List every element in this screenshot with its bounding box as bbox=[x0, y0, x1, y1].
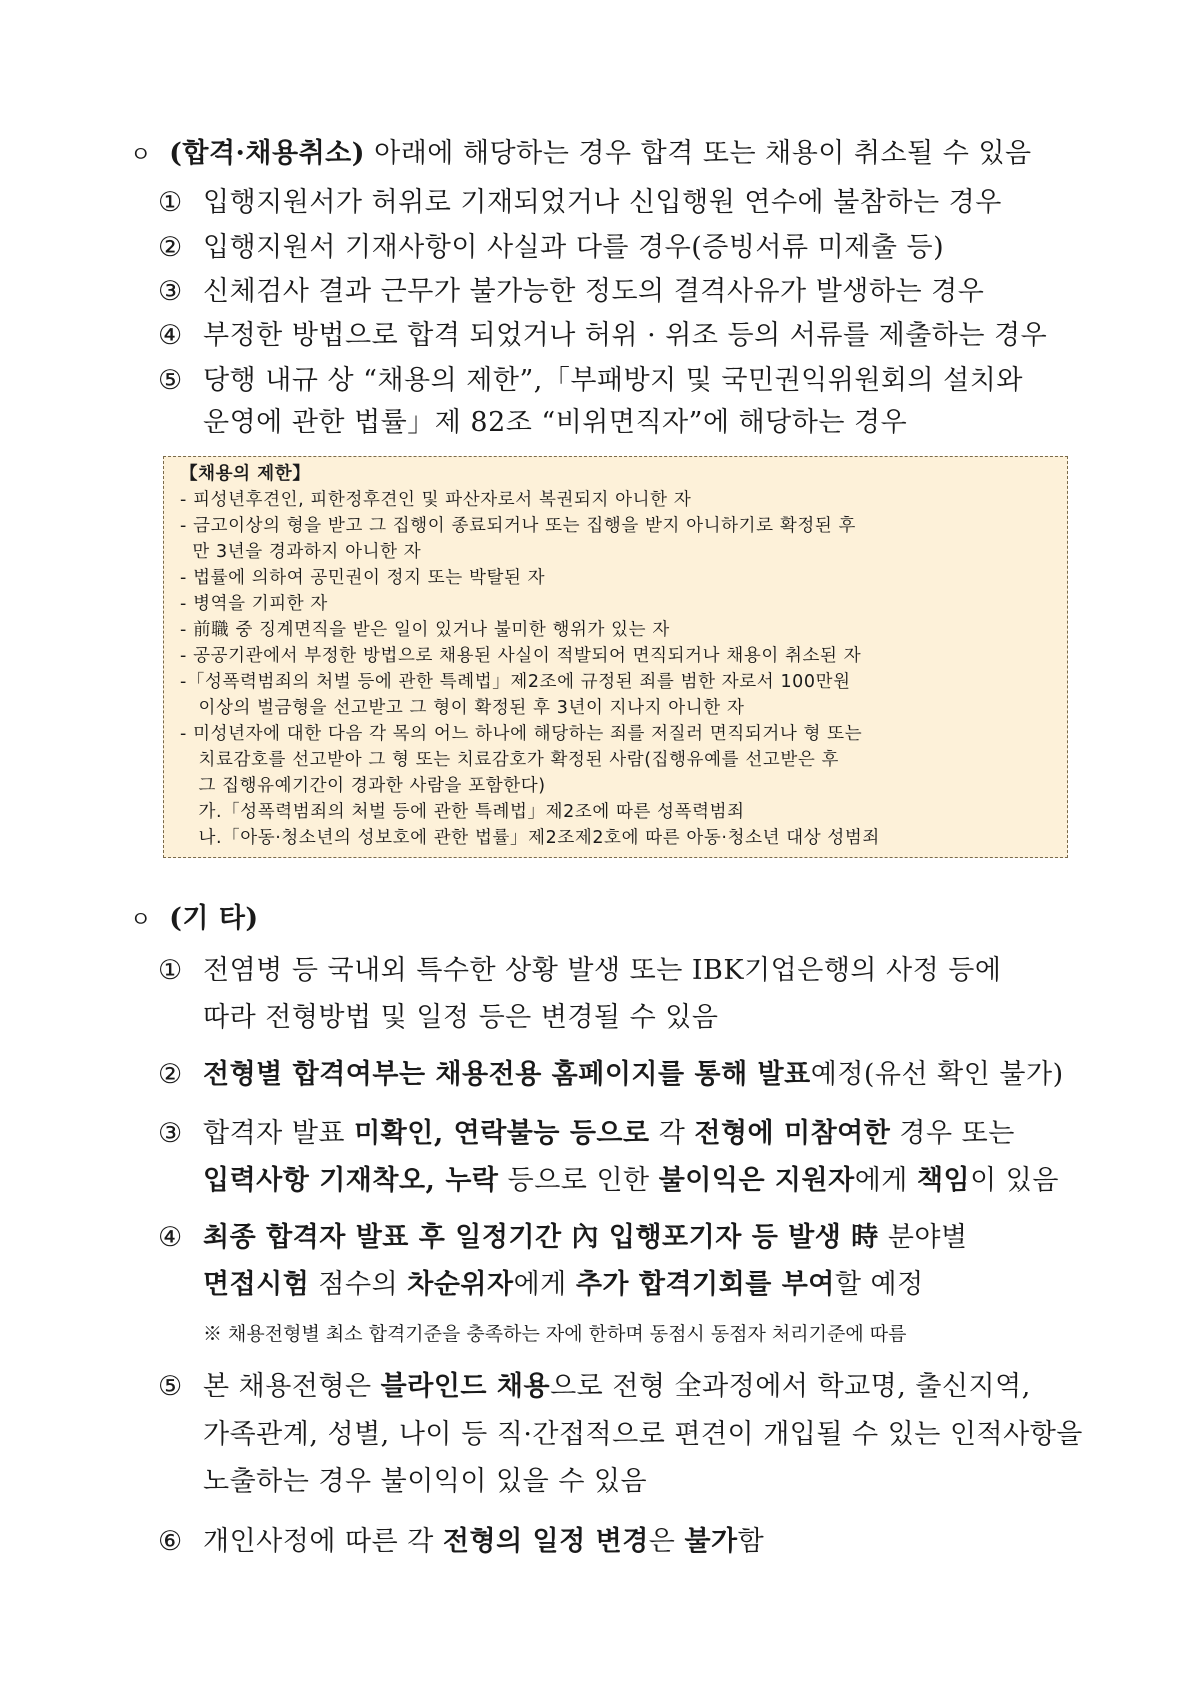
restriction-line: 가.「성폭력범죄의 처벌 등에 관한 특례법」제2조에 따른 성폭력범죄 bbox=[180, 802, 745, 822]
item-bold-text: 전형에 미참여한 bbox=[694, 1118, 891, 1149]
list-item bbox=[158, 1058, 1064, 1092]
item-number: ① bbox=[158, 955, 183, 986]
item-text: 합격자 발표 bbox=[203, 1118, 355, 1149]
list-item bbox=[158, 186, 1002, 220]
item-bold-text: 면접시험 bbox=[203, 1269, 310, 1300]
item-bold-text: 전형의 일정 변경 bbox=[442, 1526, 649, 1557]
list-item bbox=[158, 1117, 1015, 1151]
item-bold-text: 차순위자 bbox=[407, 1269, 514, 1300]
item-text: 은 bbox=[648, 1526, 685, 1557]
item-text: 이 있음 bbox=[970, 1165, 1059, 1196]
item-text: 경우 또는 bbox=[890, 1118, 1015, 1149]
restriction-line: - 법률에 의하여 공민권이 정지 또는 박탈된 자 bbox=[180, 568, 546, 588]
restriction-line: - 前職 중 징계면직을 받은 일이 있거나 불미한 행위가 있는 자 bbox=[180, 620, 670, 640]
item-text: 함 bbox=[737, 1526, 765, 1557]
item-number: ② bbox=[158, 1059, 183, 1090]
item-bold-text: 책임 bbox=[916, 1165, 971, 1196]
list-item-continuation: 가족관계, 성별, 나이 등 직·간접적으로 편견이 개입될 수 있는 인적사항을 bbox=[203, 1419, 1083, 1450]
circle-bullet-icon: ㅇ bbox=[130, 143, 152, 168]
item-bold-text: 전형별 합격여부는 채용전용 홈페이지를 통해 발표 bbox=[203, 1059, 811, 1090]
item-text: 에게 bbox=[854, 1165, 917, 1196]
item-text: 분야별 bbox=[878, 1222, 968, 1253]
item-text: 신체검사 결과 근무가 불가능한 정도의 결격사유가 발생하는 경우 bbox=[203, 276, 985, 307]
item-bold-text: 미확인, 연락불능 등으로 bbox=[354, 1118, 650, 1149]
heading-label: (합격·채용취소) bbox=[169, 138, 366, 169]
item-bold-text: 불가 bbox=[684, 1526, 738, 1557]
heading-label: (기 타) bbox=[169, 903, 259, 934]
restriction-line: 그 집행유예기간이 경과한 사람을 포함한다) bbox=[180, 776, 546, 796]
item-number: ② bbox=[158, 232, 183, 263]
list-item bbox=[158, 1221, 968, 1255]
item-bold-text: 불이익은 지원자 bbox=[658, 1165, 855, 1196]
list-item bbox=[158, 275, 984, 309]
item-text: 각 bbox=[649, 1118, 695, 1149]
item-number: ④ bbox=[158, 1222, 183, 1253]
list-item bbox=[158, 364, 1023, 398]
item-bold-text: 최종 합격자 발표 후 일정기간 內 입행포기자 등 발생 時 bbox=[203, 1222, 879, 1253]
list-item bbox=[158, 319, 1047, 353]
heading-text: 아래에 해당하는 경우 합격 또는 채용이 취소될 수 있음 bbox=[374, 138, 1032, 169]
item-text: 전염병 등 국내외 특수한 상황 발생 또는 IBK기업은행의 사정 등에 bbox=[203, 955, 1002, 986]
restriction-line: - 미성년자에 대한 다음 각 목의 어느 하나에 해당하는 죄를 저질러 면직되거나 형 또는 bbox=[180, 724, 863, 744]
restriction-line: - 공공기관에서 부정한 방법으로 채용된 사실이 적발되어 면직되거나 채용이 취소된 자 bbox=[180, 646, 862, 666]
restriction-line: - 금고이상의 형을 받고 그 집행이 종료되거나 또는 집행을 받지 아니하기로 확정된 후 bbox=[180, 516, 857, 536]
list-item-continuation: 따라 전형방법 및 일정 등은 변경될 수 있음 bbox=[203, 1002, 719, 1033]
list-item bbox=[158, 1370, 1031, 1404]
restriction-line: -「성폭력범죄의 처벌 등에 관한 특례법」제2조에 규정된 죄를 범한 자로서 100만원 bbox=[180, 672, 851, 692]
item-number: ③ bbox=[158, 1118, 183, 1149]
item-number: ③ bbox=[158, 276, 183, 307]
item-text: 에게 bbox=[513, 1269, 576, 1300]
item-text: 으로 전형 全과정에서 학교명, 출신지역, bbox=[550, 1371, 1031, 1402]
list-item bbox=[158, 954, 1001, 988]
item-number: ④ bbox=[158, 320, 183, 351]
restriction-line: - 피성년후견인, 피한정후견인 및 파산자로서 복권되지 아니한 자 bbox=[180, 490, 692, 510]
list-item-continuation bbox=[203, 1164, 1059, 1198]
item-text: 등으로 인한 bbox=[498, 1165, 659, 1196]
item-text: 당행 내규 상 “채용의 제한”,「부패방지 및 국민권익위원회의 설치와 bbox=[203, 365, 1023, 396]
list-item-continuation: 운영에 관한 법률」제 82조 “비위면직자”에 해당하는 경우 bbox=[203, 407, 908, 438]
section-heading-cancel bbox=[130, 137, 1032, 173]
item-text: 본 채용전형은 bbox=[203, 1371, 381, 1402]
item-text: 부정한 방법으로 합격 되었거나 허위 · 위조 등의 서류를 제출하는 경우 bbox=[203, 320, 1048, 351]
item-text: 입행지원서 기재사항이 사실과 다를 경우(증빙서류 미제출 등) bbox=[203, 232, 945, 263]
item-footnote: ※ 채용전형별 최소 합격기준을 충족하는 자에 한하며 동점시 동점자 처리기준에 따름 bbox=[203, 1323, 907, 1345]
item-text: 개인사정에 따른 각 bbox=[203, 1526, 443, 1557]
item-text: 예정(유선 확인 불가) bbox=[810, 1059, 1064, 1090]
item-bold-text: 추가 합격기회를 부여 bbox=[575, 1269, 835, 1300]
list-item bbox=[158, 1525, 764, 1559]
item-text: 점수의 bbox=[309, 1269, 408, 1300]
item-text: 입행지원서가 허위로 기재되었거나 신입행원 연수에 불참하는 경우 bbox=[203, 187, 1002, 218]
circle-bullet-icon: ㅇ bbox=[130, 908, 152, 933]
item-number: ⑥ bbox=[158, 1526, 183, 1557]
section-heading-other bbox=[130, 902, 259, 938]
item-text: 할 예정 bbox=[834, 1269, 924, 1300]
item-bold-text: 블라인드 채용 bbox=[380, 1371, 551, 1402]
restriction-line: - 병역을 기피한 자 bbox=[180, 594, 328, 614]
item-number: ① bbox=[158, 187, 183, 218]
restriction-line: 만 3년을 경과하지 아니한 자 bbox=[180, 542, 422, 562]
list-item bbox=[158, 231, 944, 265]
list-item-continuation: 노출하는 경우 불이익이 있을 수 있음 bbox=[203, 1466, 648, 1497]
item-number: ⑤ bbox=[158, 1371, 183, 1402]
restriction-line: 나.「아동·청소년의 성보호에 관한 법률」제2조제2호에 따른 아동·청소년 대상 성범죄 bbox=[180, 828, 880, 848]
item-number: ⑤ bbox=[158, 365, 183, 396]
item-bold-text: 입력사항 기재착오, 누락 bbox=[203, 1165, 499, 1196]
restriction-box-title: 【채용의 제한】 bbox=[180, 464, 311, 484]
restriction-line: 이상의 벌금형을 선고받고 그 형이 확정된 후 3년이 지나지 아니한 자 bbox=[180, 698, 745, 718]
list-item-continuation bbox=[203, 1268, 924, 1302]
restriction-line: 치료감호를 선고받아 그 형 또는 치료감호가 확정된 사람(집행유예를 선고받은 후 bbox=[180, 750, 840, 770]
